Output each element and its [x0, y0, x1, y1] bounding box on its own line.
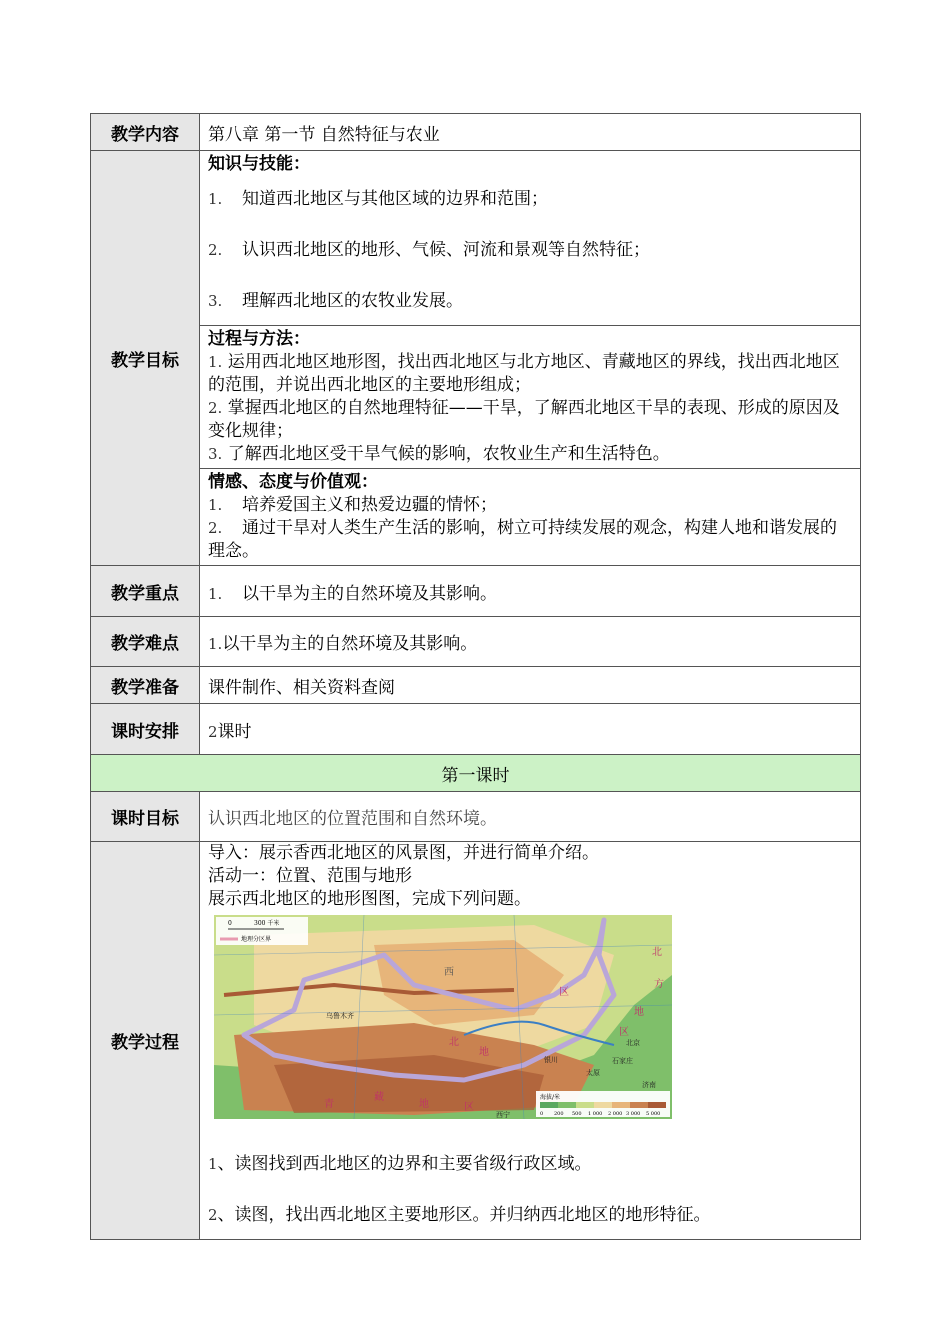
map-place-label: 北京	[626, 1039, 640, 1047]
value-difficulties: 1.以干旱为主的自然环境及其影响。	[200, 617, 861, 667]
map-place-label: 西宁	[496, 1111, 510, 1119]
map-legend-title: 海拔/米	[540, 1094, 561, 1101]
map-legend-swatch	[540, 1102, 558, 1108]
row-goals-attitude	[91, 469, 861, 566]
map-legend-tick: 0	[540, 1111, 544, 1117]
map-legend-tick: 5 000	[646, 1111, 661, 1117]
goals-attitude	[200, 469, 861, 566]
map-legend-swatch	[648, 1102, 666, 1108]
value-schedule: 2课时	[200, 704, 861, 755]
process-line: 导入：展示香西北地区的风景图，并进行简单介绍。	[208, 843, 599, 863]
map-place-label: 银川	[544, 1056, 558, 1064]
map-region-label: 地	[634, 1007, 644, 1018]
lesson-heading: 第一课时	[91, 755, 861, 792]
label-preparation: 教学准备	[91, 667, 200, 704]
map-legend-swatch	[558, 1102, 576, 1108]
knowledge-item: 2. 认识西北地区的地形、气候、河流和景观等自然特征；	[208, 240, 650, 260]
map-place-label: 石家庄	[612, 1057, 633, 1065]
value-content: 第八章 第一节 自然特征与农业	[200, 114, 861, 151]
map-region-label: 西	[444, 967, 454, 978]
process-cell	[200, 842, 861, 1240]
value-lesson-goal: 认识西北地区的位置范围和自然环境。	[200, 792, 861, 842]
map-legend-tick: 200	[554, 1111, 564, 1117]
map-region-label: 地	[419, 1099, 429, 1110]
map-legend-tick: 1 000	[588, 1111, 603, 1117]
process-item: 1. 运用西北地区地形图，找出西北地区与北方地区、青藏地区的界线，找出西北地区的范围，并说出西北地区的主要地形组成；	[208, 352, 840, 395]
process-item: 2. 掌握西北地区的自然地理特征——干旱，了解西北地区干旱的表现、形成的原因及变化规律；	[208, 398, 840, 441]
map-region-label: 北	[652, 947, 662, 958]
map-legend-swatch	[594, 1102, 612, 1108]
label-lesson-goal: 课时目标	[91, 792, 200, 842]
map-region-label: 区	[559, 987, 569, 998]
map-place-label: 济南	[642, 1081, 656, 1089]
label-schedule: 课时安排	[91, 704, 200, 755]
row-goals-knowledge	[91, 151, 861, 326]
row-difficulties	[91, 617, 861, 667]
map-legend-swatch	[576, 1102, 594, 1108]
row-lesson-heading	[91, 755, 861, 792]
lesson-plan-table	[90, 113, 861, 1240]
row-key-points	[91, 566, 861, 617]
process-line: 活动一：位置、范围与地形	[208, 866, 412, 886]
map-region-label: 方	[654, 979, 664, 990]
label-difficulties: 教学难点	[91, 617, 200, 667]
value-key-points: 1. 以干旱为主的自然环境及其影响。	[200, 566, 861, 617]
terrain-map-svg	[214, 915, 672, 1119]
map-region-label: 地	[479, 1047, 489, 1058]
goals-process	[200, 326, 861, 469]
map-legend-tick: 2 000	[608, 1111, 623, 1117]
label-content: 教学内容	[91, 114, 200, 151]
map-place-label: 太原	[586, 1069, 600, 1077]
process-heading: 过程与方法：	[208, 329, 310, 349]
value-preparation: 课件制作、相关资料查阅	[200, 667, 861, 704]
label-key-points: 教学重点	[91, 566, 200, 617]
terrain-map	[214, 915, 672, 1119]
map-legend-swatch	[612, 1102, 630, 1108]
label-process: 教学过程	[91, 842, 200, 1240]
knowledge-item: 3. 理解西北地区的农牧业发展。	[208, 291, 463, 311]
process-line: 展示西北地区的地形图图，完成下列问题。	[208, 889, 531, 909]
map-legend-tick: 3 000	[626, 1111, 641, 1117]
attitude-item: 2. 通过干旱对人类生产生活的影响，树立可持续发展的观念，构建人地和谐发展的理念。	[208, 518, 837, 561]
row-lesson-goal	[91, 792, 861, 842]
attitude-item: 1. 培养爱国主义和热爱边疆的情怀；	[208, 495, 497, 515]
map-legend-swatch	[630, 1102, 648, 1108]
row-preparation	[91, 667, 861, 704]
map-legend-boundary: 地理分区界	[241, 936, 272, 943]
knowledge-item: 1. 知道西北地区与其他区域的边界和范围；	[208, 189, 548, 209]
process-item: 3. 了解西北地区受干旱气候的影响，农牧业生产和生活特色。	[208, 444, 670, 464]
row-process	[91, 842, 861, 1240]
map-region-label: 藏	[374, 1092, 384, 1103]
knowledge-heading: 知识与技能：	[208, 154, 310, 174]
map-region-label: 区	[619, 1027, 629, 1038]
row-goals-process	[91, 326, 861, 469]
row-schedule	[91, 704, 861, 755]
map-region-label: 区	[464, 1102, 474, 1113]
map-region-label: 青	[324, 1099, 334, 1110]
map-legend-tick: 500	[572, 1111, 582, 1117]
map-place-label: 乌鲁木齐	[326, 1012, 354, 1020]
attitude-heading: 情感、态度与价值观：	[208, 472, 378, 492]
label-goals: 教学目标	[91, 151, 200, 566]
row-content	[91, 114, 861, 151]
map-scale-zero: 0	[228, 920, 232, 927]
question-item: 2、读图，找出西北地区主要地形区。并归纳西北地区的地形特征。	[208, 1205, 711, 1225]
map-region-label: 北	[449, 1037, 459, 1048]
map-scale-text: 300 千米	[254, 920, 280, 927]
question-item: 1、读图找到西北地区的边界和主要省级行政区域。	[208, 1154, 592, 1174]
goals-knowledge	[200, 151, 861, 326]
